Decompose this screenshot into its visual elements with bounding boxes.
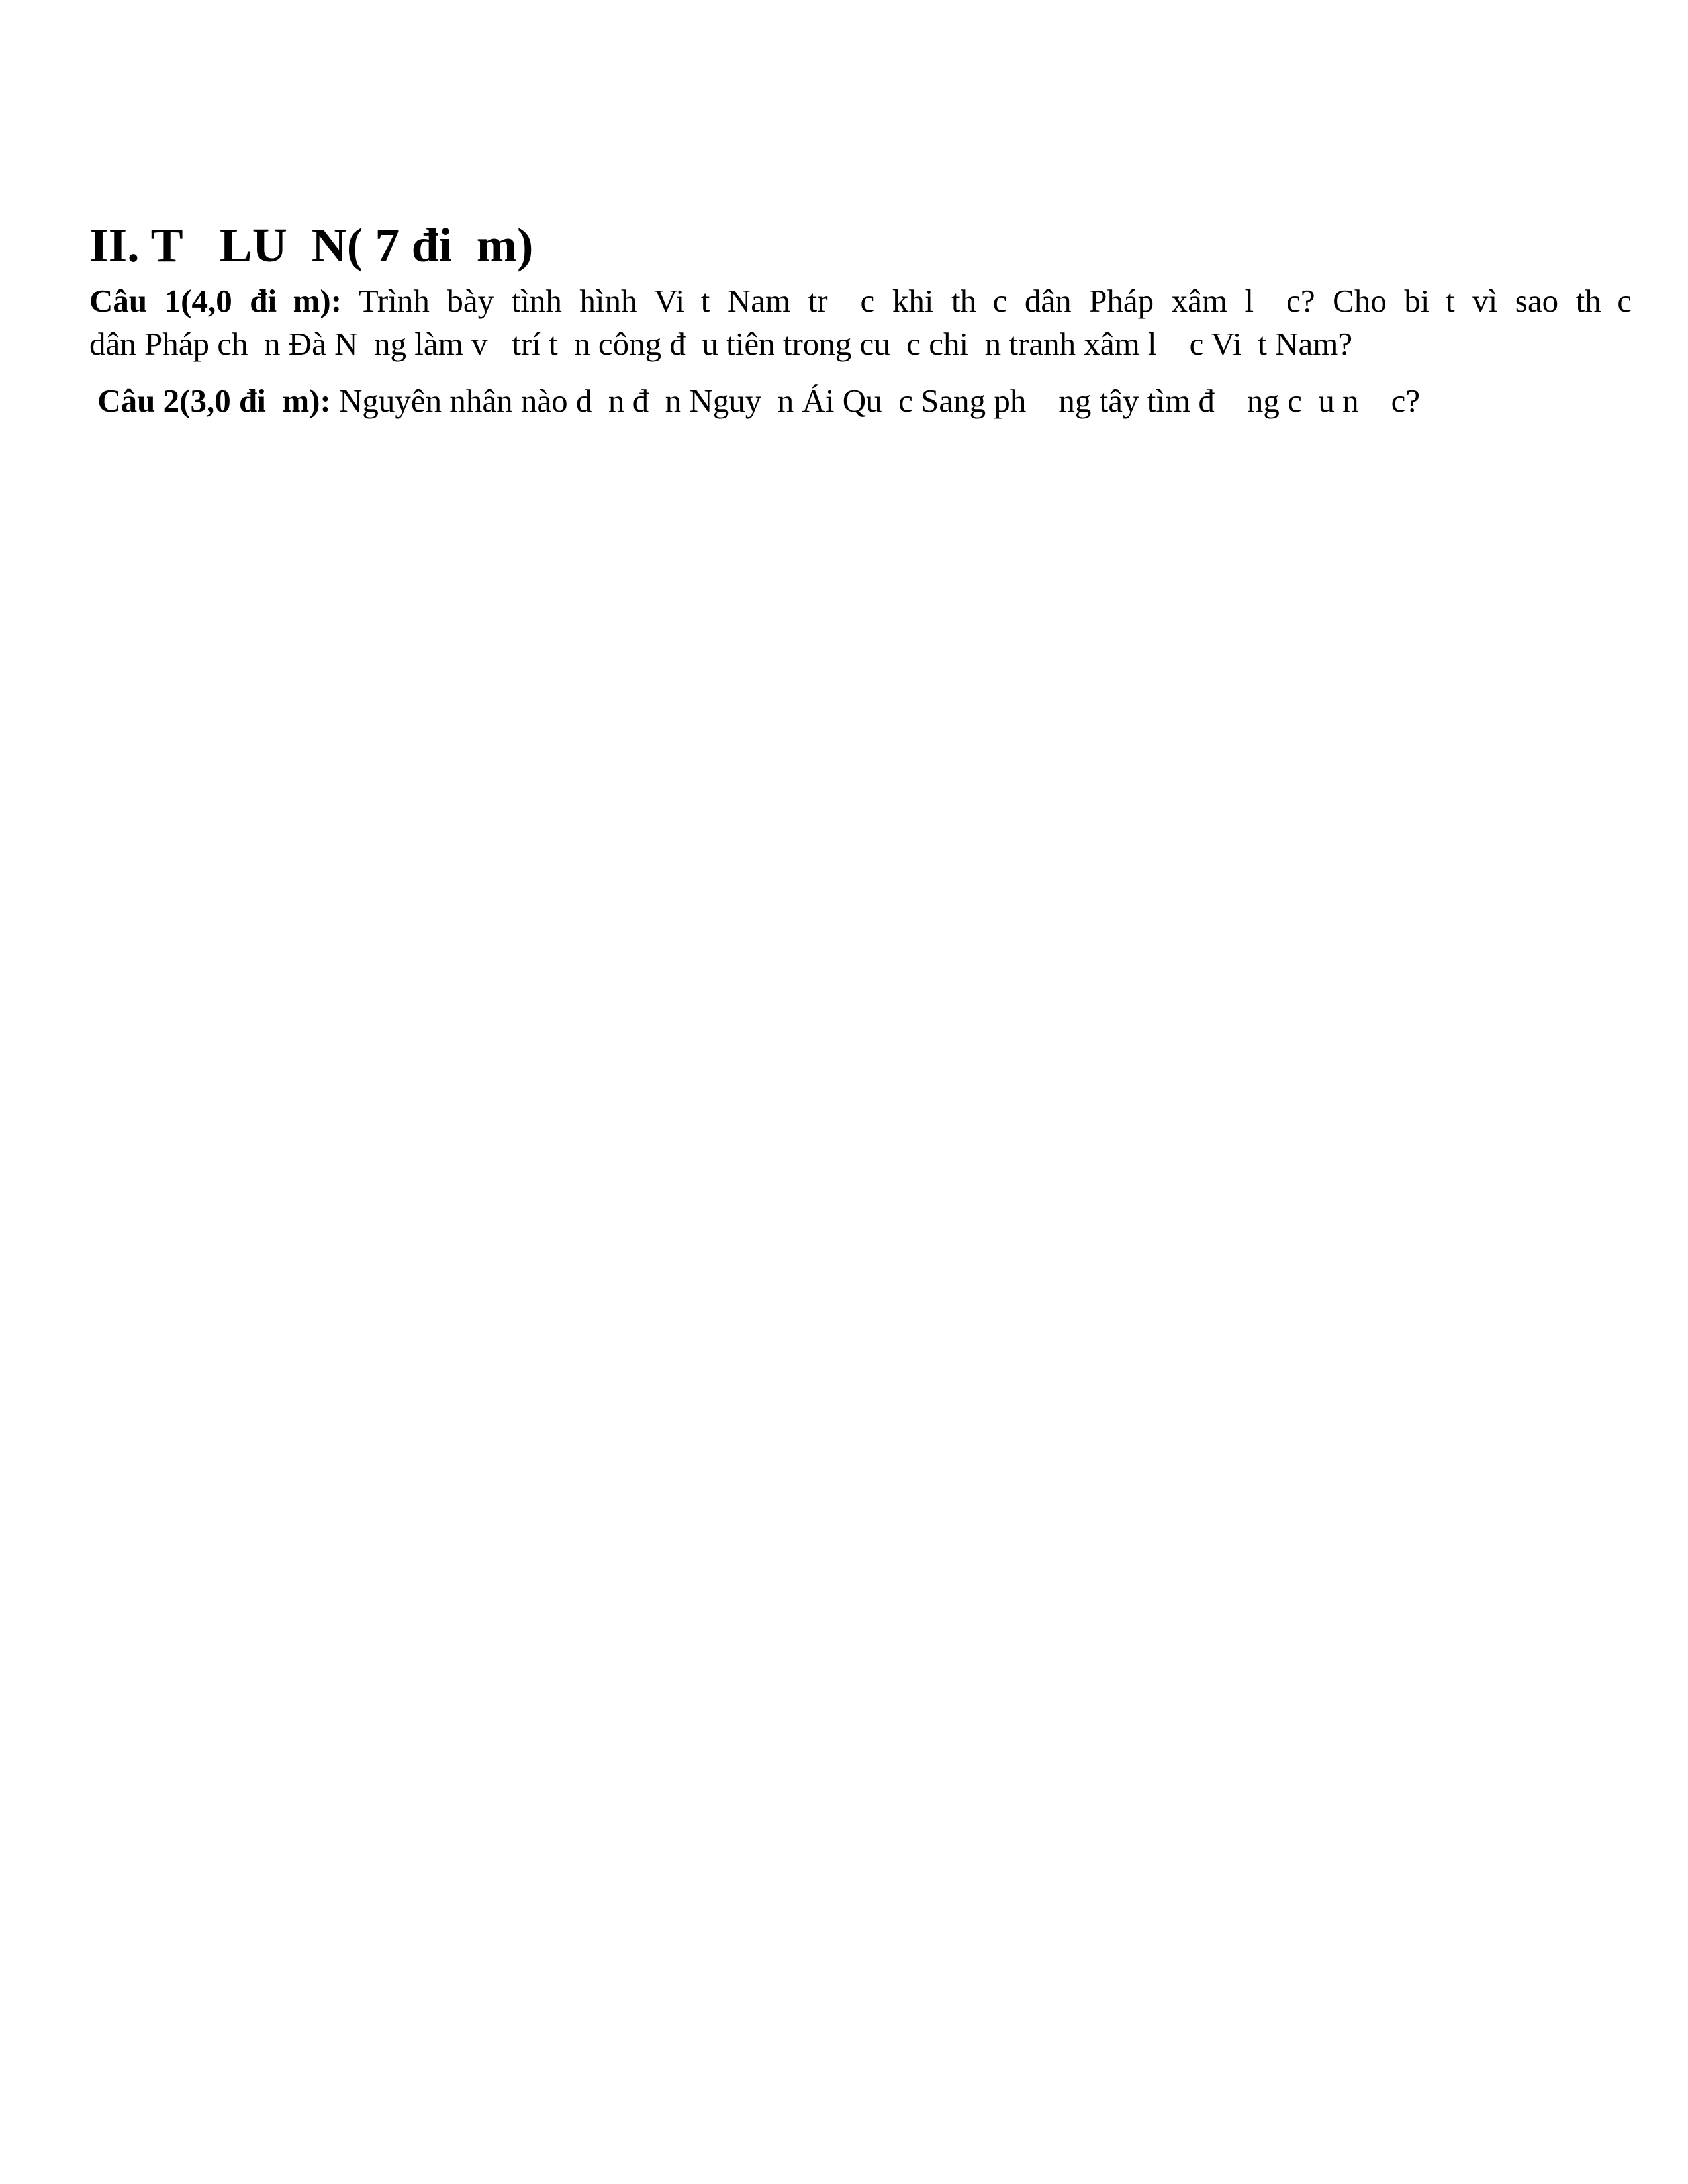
question-2 xyxy=(89,379,1632,422)
question-1-line-1 xyxy=(89,279,1632,322)
question-1-label: Câu 1(4,0 đi m): xyxy=(89,283,342,319)
question-1-line-2: dân Pháp ch n Đà N ng làm v trí t n công đ u tiên trong cu c chi n tranh xâm l c Vi t Nam? xyxy=(89,326,1353,362)
question-1 xyxy=(89,279,1632,365)
section-heading: II. T LU N( 7 đi m) xyxy=(89,218,534,272)
question-2-text: Nguyên nhân nào d n đ n Nguy n Ái Qu c Sang ph ng tây tìm đ ng c u n c? xyxy=(339,383,1421,419)
question-2-line xyxy=(89,379,1632,422)
question-2-label: Câu 2(3,0 đi m): xyxy=(89,383,331,419)
document-body xyxy=(89,218,1632,422)
question-1-text-line-1: Trình bày tình hình Vi t Nam tr c khi th c dân Pháp xâm l c? Cho bi t vì sao th c xyxy=(358,283,1632,319)
